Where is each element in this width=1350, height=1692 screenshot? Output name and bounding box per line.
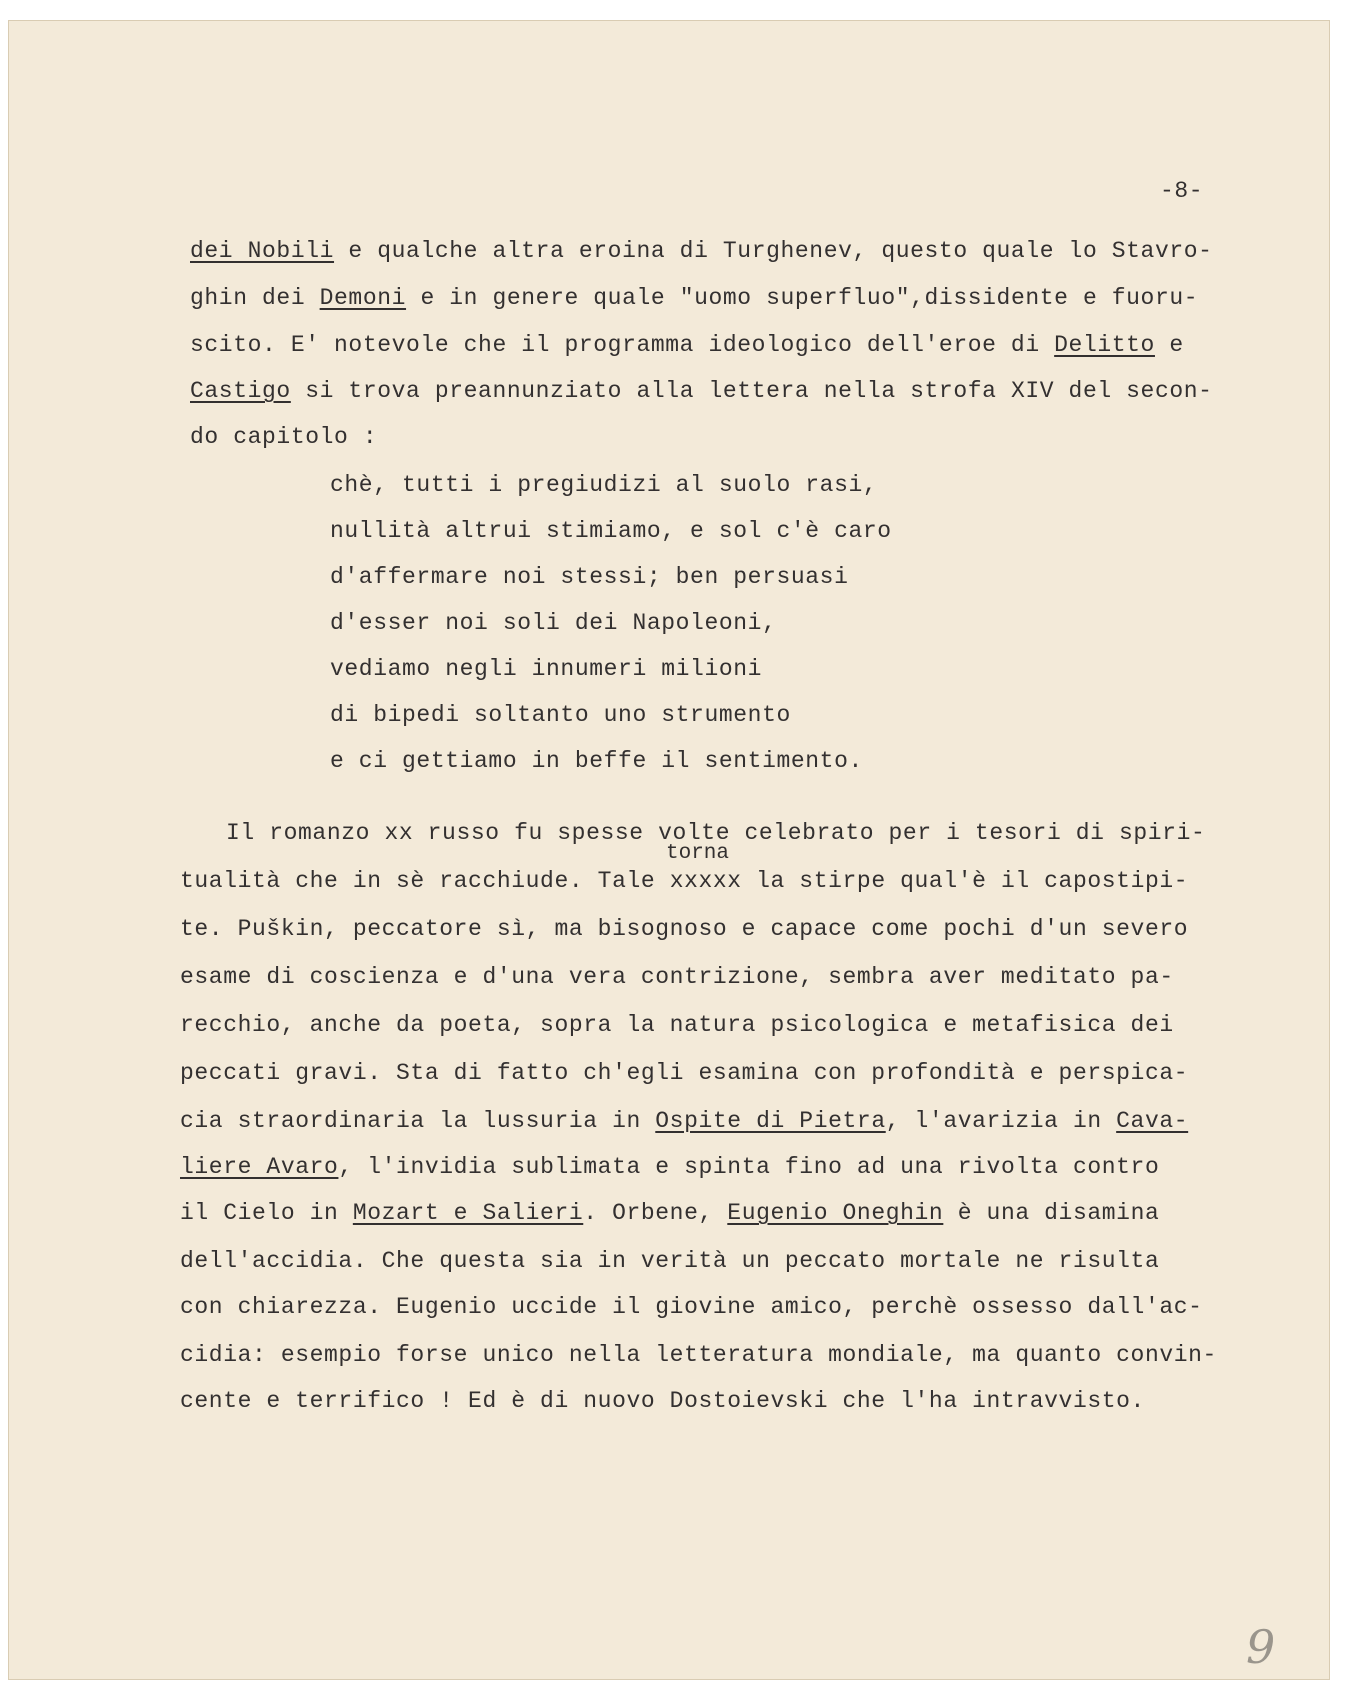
text-segment: russo fu spesse volte celebrato per i tesori di spiri- [413, 820, 1206, 846]
underlined-title: Castigo [190, 378, 291, 404]
text-line [190, 238, 1213, 264]
text-segment: cia straordinaria la lussuria in [180, 1108, 656, 1134]
underlined-title: Ospite di Pietra [655, 1108, 886, 1134]
text-segment: e qualche altra eroina di Turghenev, questo quale lo Stavro- [334, 238, 1213, 264]
verse-line: nullità altrui stimiamo, e sol c'è caro [330, 518, 892, 544]
text-segment: xx [384, 820, 414, 846]
text-segment: do capitolo : [190, 424, 378, 450]
underlined-title: Cava- [1116, 1108, 1189, 1134]
underlined-title: Delitto [1054, 332, 1155, 358]
interlinear-insertion: torna [666, 842, 730, 865]
underlined-title: liere Avaro [180, 1154, 339, 1180]
text-line [180, 1012, 1174, 1038]
verse-line: di bipedi soltanto uno strumento [330, 702, 791, 728]
text-line [190, 332, 1184, 358]
verse-line: chè, tutti i pregiudizi al suolo rasi, [330, 472, 878, 498]
text-segment: tualità che in sè racchiude. Tale [180, 868, 670, 894]
verse-line: d'affermare noi stessi; ben persuasi [330, 564, 849, 590]
document-page [8, 20, 1330, 1680]
text-segment: è una disamina [943, 1200, 1160, 1226]
underlined-title: Eugenio Oneghin [727, 1200, 944, 1226]
text-segment: , l'invidia sublimata e spinta fino ad una rivolta contro [338, 1154, 1160, 1180]
text-segment: si trova preannunziato alla lettera nella strofa XIV del secon- [290, 378, 1213, 404]
text-segment: xxxxx [669, 868, 742, 894]
underlined-title: dei Nobili [190, 238, 335, 264]
text-line [180, 1342, 1217, 1368]
text-line [180, 1200, 1159, 1226]
text-line [180, 964, 1174, 990]
verse-line: e ci gettiamo in beffe il sentimento. [330, 748, 863, 774]
text-segment: e in genere quale "uomo superfluo",dissidente e fuoru- [406, 285, 1199, 311]
text-segment: te. Puškin, peccatore sì, ma bisognoso e capace come pochi d'un severo [180, 916, 1189, 942]
verse-line: d'esser noi soli dei Napoleoni, [330, 610, 777, 636]
text-segment: ghin dei [190, 285, 320, 311]
text-segment: esame di coscienza e d'una vera contrizione, sembra aver meditato pa- [180, 964, 1174, 990]
text-segment: peccati gravi. Sta di fatto ch'egli esamina con profondità e perspica- [180, 1060, 1189, 1086]
text-line [180, 916, 1188, 942]
text-line [180, 1248, 1159, 1274]
text-line [180, 1154, 1159, 1180]
page-number: -8- [1160, 178, 1204, 204]
text-line [226, 820, 1205, 846]
text-segment: cente e terrifico ! Ed è di nuovo Dostoievski che l'ha intravvisto. [180, 1388, 1145, 1414]
text-segment: . Orbene, [583, 1200, 728, 1226]
text-line [180, 1108, 1188, 1134]
text-segment: la stirpe qual'è il capostipi- [741, 868, 1189, 894]
verse-line: vediamo negli innumeri milioni [330, 656, 763, 682]
text-segment: scito. E' notevole che il programma ideologico dell'eroe di [190, 332, 1055, 358]
text-segment: dell'accidia. Che questa sia in verità un peccato mortale ne risulta [180, 1248, 1160, 1274]
text-line [180, 868, 1188, 894]
text-segment: e [1154, 332, 1184, 358]
text-line [180, 1388, 1145, 1414]
text-line [180, 1294, 1203, 1320]
underlined-title: Mozart e Salieri [352, 1200, 584, 1226]
text-line [190, 285, 1198, 311]
text-segment: Il romanzo [226, 820, 385, 846]
text-line [190, 424, 377, 450]
text-segment: recchio, anche da poeta, sopra la natura psicologica e metafisica dei [180, 1012, 1174, 1038]
text-line [180, 1060, 1188, 1086]
text-segment: il Cielo in [180, 1200, 353, 1226]
text-segment: cidia: esempio forse unico nella letteratura mondiale, ma quanto convin- [180, 1342, 1217, 1368]
text-segment: con chiarezza. Eugenio uccide il giovine amico, perchè ossesso dall'ac- [180, 1294, 1203, 1320]
underlined-title: Demoni [319, 285, 407, 311]
handwritten-folio-number: 9 [1246, 1620, 1276, 1674]
text-segment: , l'avarizia in [885, 1108, 1117, 1134]
text-line [190, 378, 1213, 404]
